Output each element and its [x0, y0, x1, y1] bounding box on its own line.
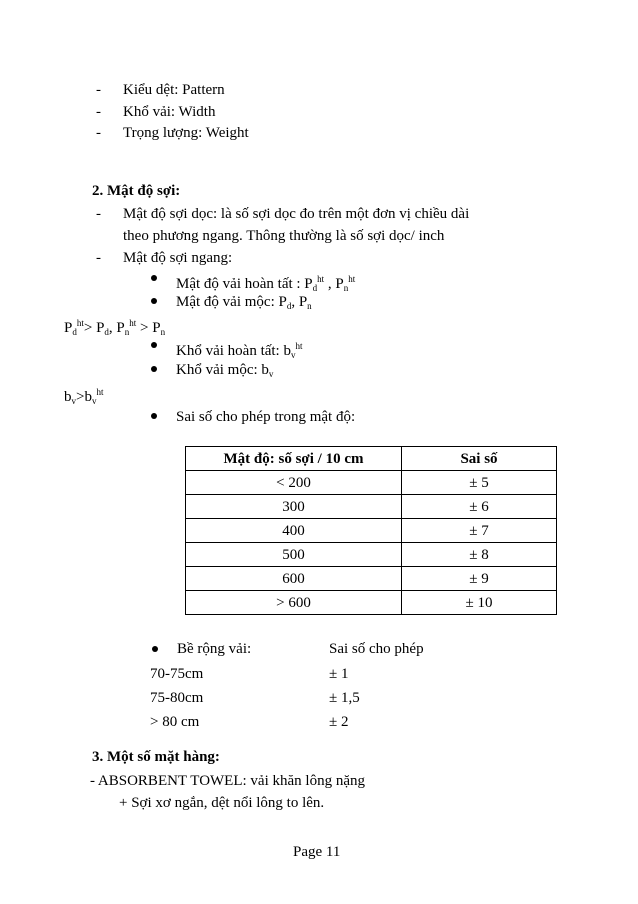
table-row	[186, 567, 557, 591]
tolerance-cell: ± 5	[402, 471, 557, 495]
section-heading-density: 2. Mật độ sợi:	[92, 183, 181, 199]
subscript: d	[286, 301, 292, 311]
list-item-width: Khổ vải: Width	[123, 104, 216, 120]
bullet-icon	[151, 413, 157, 419]
subscript: v	[268, 369, 274, 379]
warp-density-line1: Mật độ sợi dọc: là số sợi dọc đo trên một đơn vị chiều dài	[123, 206, 470, 222]
superscript: ht	[129, 318, 137, 328]
subscript: n	[307, 301, 312, 311]
subscript: d	[104, 327, 109, 337]
list-dash: -	[96, 82, 101, 98]
subscript: d	[312, 283, 318, 293]
density-cell: 600	[186, 567, 402, 591]
superscript: ht	[295, 341, 303, 351]
subscript: n	[124, 327, 130, 337]
bullet-icon	[151, 342, 157, 348]
subscript: v	[290, 350, 296, 360]
superscript: ht	[317, 274, 325, 284]
table-header-row	[186, 447, 557, 471]
density-cell: > 600	[186, 591, 402, 615]
separator: ,	[291, 294, 299, 310]
subscript: n	[160, 327, 166, 337]
table-row	[186, 471, 557, 495]
column-header-density: Mật độ: số sợi / 10 cm	[186, 447, 402, 471]
symbol-p: P	[298, 294, 308, 310]
column-header-tolerance: Sai số	[402, 447, 557, 471]
finished-density-label: Mật độ vải hoàn tất : P	[176, 276, 313, 292]
symbol-b: b	[84, 389, 92, 405]
tolerance-cell: ± 7	[402, 519, 557, 543]
tolerance-intro: Sai số cho phép trong mật độ:	[176, 409, 356, 425]
width-tolerance-value: ± 1,5	[329, 690, 360, 706]
density-cell: 500	[186, 543, 402, 567]
density-cell: 400	[186, 519, 402, 543]
density-cell: < 200	[186, 471, 402, 495]
warp-density-line2: theo phương ngang. Thông thường là số sợi dọc/ inch	[123, 228, 445, 244]
symbol-b: b	[64, 389, 72, 405]
list-dash: -	[96, 206, 101, 222]
symbol-p: P	[96, 320, 105, 336]
finished-width-line	[176, 337, 303, 364]
width-range: 70-75cm	[150, 666, 204, 682]
width-range: > 80 cm	[150, 714, 200, 730]
symbol-p: P	[152, 320, 161, 336]
greater-than: >	[76, 389, 85, 405]
table-row	[186, 519, 557, 543]
width-tolerance-value: ± 2	[329, 714, 349, 730]
symbol-p: P	[116, 320, 125, 336]
width-tolerance-value: ± 1	[329, 666, 349, 682]
width-tolerance-label: Bề rộng vải:	[177, 641, 252, 657]
tolerance-cell: ± 8	[402, 543, 557, 567]
weft-density-label: Mật độ sợi ngang:	[123, 250, 233, 266]
superscript: ht	[76, 318, 84, 328]
tolerance-cell: ± 10	[402, 591, 557, 615]
finished-width-label: Khổ vải hoàn tất: b	[176, 343, 291, 359]
symbol-p: P	[335, 276, 344, 292]
width-tolerance-header: Sai số cho phép	[329, 641, 424, 657]
list-dash: -	[96, 250, 101, 266]
list-dash: -	[96, 125, 101, 141]
subscript: v	[71, 396, 76, 406]
table-row	[186, 591, 557, 615]
greater-than: >	[83, 320, 97, 336]
density-relation	[64, 314, 165, 341]
width-range: 75-80cm	[150, 690, 204, 706]
list-dash: -	[96, 104, 101, 120]
subscript: v	[91, 396, 97, 406]
raw-density-line	[176, 293, 312, 315]
bullet-icon	[151, 366, 157, 372]
symbol-p: P	[64, 320, 73, 336]
bullet-icon	[152, 646, 158, 652]
width-relation	[64, 383, 103, 410]
greater-than: >	[140, 320, 153, 336]
table-row	[186, 495, 557, 519]
separator: ,	[108, 320, 117, 336]
product-detail: + Sợi xơ ngắn, dệt nổi lông to lên.	[119, 795, 325, 811]
section-heading-products: 3. Một số mặt hàng:	[92, 749, 220, 765]
bullet-icon	[151, 275, 157, 281]
raw-density-label: Mật độ vải mộc: P	[176, 294, 287, 310]
product-line: - ABSORBENT TOWEL: vải khăn lông nặng	[90, 773, 365, 789]
page-number: Page 11	[293, 844, 341, 860]
raw-width-line	[176, 361, 273, 383]
superscript: ht	[96, 387, 104, 397]
table-row	[186, 543, 557, 567]
density-tolerance-table	[185, 446, 557, 615]
tolerance-cell: ± 9	[402, 567, 557, 591]
subscript: d	[72, 327, 77, 337]
density-cell: 300	[186, 495, 402, 519]
tolerance-cell: ± 6	[402, 495, 557, 519]
superscript: ht	[348, 274, 356, 284]
raw-width-label: Khổ vải mộc: b	[176, 362, 269, 378]
subscript: n	[343, 283, 349, 293]
separator: ,	[324, 276, 336, 292]
bullet-icon	[151, 298, 157, 304]
list-item-weight: Trọng lượng: Weight	[123, 125, 249, 141]
list-item-pattern: Kiểu dệt: Pattern	[123, 82, 225, 98]
